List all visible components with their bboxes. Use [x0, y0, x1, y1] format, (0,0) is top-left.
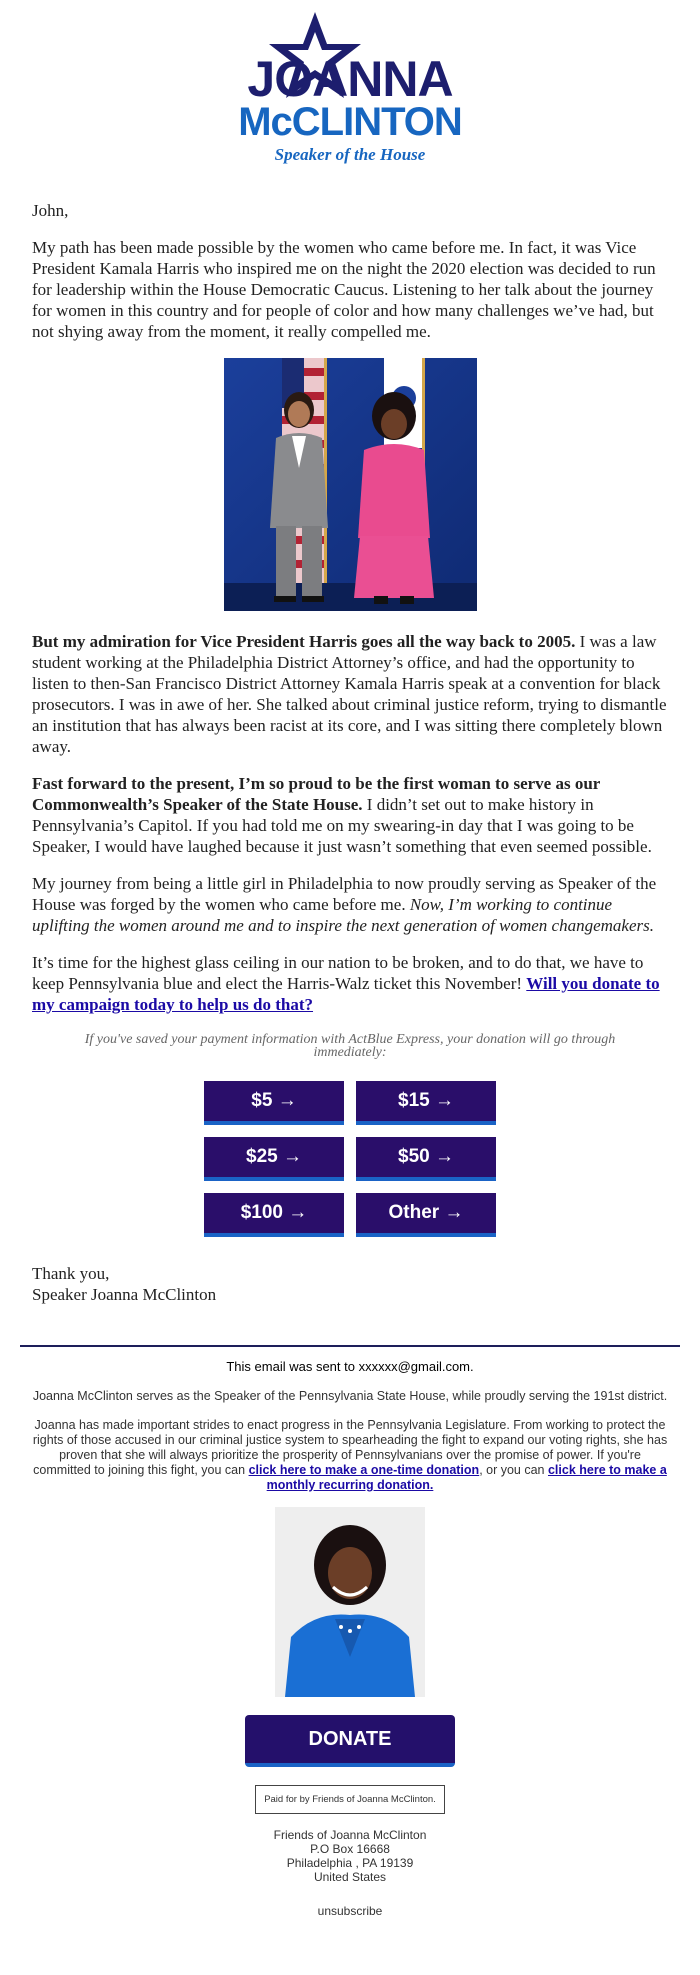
strides-or: , or you can [479, 1463, 548, 1477]
paragraph-2-bold: But my admiration for Vice President Harris goes all the way back to 2005. [32, 632, 576, 651]
signoff-thanks: Thank you, [32, 1264, 110, 1283]
about-text: Joanna McClinton serves as the Speaker of the Pennsylvania State House, while proudly serving the 191st district. [32, 1389, 668, 1403]
address-line-1: Friends of Joanna McClinton [273, 1828, 427, 1842]
footer-divider [20, 1345, 680, 1347]
donate-25-button[interactable]: $25 → [204, 1137, 344, 1181]
paragraph-4-italic: Now, I’m working to continue uplifting the women around me and to inspire the next generation of women changemakers. [32, 895, 654, 935]
paragraph-4 [32, 873, 668, 936]
donate-5-button[interactable]: $5 → [204, 1081, 344, 1125]
strides-body: Joanna has made important strides to enact progress in the Pennsylvania Legislature. From working to protect the rights of those accused in our criminal justice system to spearheading the fight to expand our voting rights, she has proven that she will always prioritize the prosperity of Pennsylvanians over the promise of power. If you're committed to joining this fight, you can [32, 1418, 668, 1477]
address-line-4: United States [313, 1870, 387, 1884]
paragraph-3 [32, 773, 668, 857]
sent-to-suffix: . [470, 1359, 474, 1374]
letter-copy [20, 200, 680, 342]
mailing-address [20, 1828, 680, 1884]
address-line-2: P.O Box 16668 [310, 1842, 390, 1856]
letter-copy-2 [20, 631, 680, 1015]
logo-tagline: Speaker of the House [274, 145, 426, 164]
address-line-3: Philadelphia , PA 19139 [286, 1856, 414, 1870]
paragraph-2 [32, 631, 668, 757]
donate-button[interactable]: DONATE [245, 1715, 455, 1767]
signoff [20, 1263, 680, 1305]
donation-amount-grid [204, 1081, 496, 1237]
donate-link-inline[interactable]: Will you donate to my campaign today to help us do that? [32, 974, 660, 1014]
paragraph-2-rest: I was a law student working at the Philadelphia District Attorney’s office, and had the opportunity to listen to then-San Francisco District Attorney Kamala Harris speak at a convention for black prosecutors. I was in awe of her. She talked about criminal justice reform, trying to dismantle an institution that has always been racist at its core, and I was sitting there completely blown away. [32, 632, 667, 756]
signoff-name: Speaker Joanna McClinton [32, 1285, 217, 1304]
sent-to-prefix: This email was sent to [226, 1359, 359, 1374]
salutation: John, [32, 201, 69, 220]
donate-100-button[interactable]: $100 → [204, 1193, 344, 1237]
logo-name-line1: JOANNA [247, 51, 453, 107]
email-footer [20, 1359, 680, 1931]
unsubscribe-row [20, 1904, 680, 1931]
paragraph-3-bold: Fast forward to the present, I’m so proud to be the first woman to serve as our Commonwealth’s Speaker of the State House. [32, 774, 601, 814]
paragraph-4-plain: My journey from being a little girl in Philadelphia to now proudly serving as Speaker of the House was forged by the women who came before me. [32, 874, 657, 914]
campaign-logo [20, 10, 680, 200]
photo-harris-and-mcclinton [224, 358, 477, 611]
donate-other-button[interactable]: Other → [356, 1193, 496, 1237]
email-body [10, 0, 690, 1931]
photo-mcclinton-portrait [275, 1507, 425, 1697]
paragraph-5-plain: It’s time for the highest glass ceiling in our nation to be broken, and to do that, we have to keep Pennsylvania blue and elect the Harris-Walz ticket this November! [32, 953, 644, 993]
donate-50-button[interactable]: $50 → [356, 1137, 496, 1181]
donate-15-button[interactable]: $15 → [356, 1081, 496, 1125]
strides-text [20, 1418, 680, 1493]
actblue-express-note: If you've saved your payment information with ActBlue Express, your donation will go through immediately: [84, 1032, 616, 1060]
paragraph-3-rest: I didn’t set out to make history in Pennsylvania’s Capitol. If you had told me on my swearing-in day that I was going to be Speaker, I would have laughed because it just wasn’t something that even seemed possible. [32, 795, 652, 856]
paragraph-1: My path has been made possible by the women who came before me. In fact, it was Vice President Kamala Harris who inspired me on the night the 2020 election was decided to run for leadership within the House Democratic Caucus. Listening to her talk about the journey for women in this country and for people of color and how many challenges we’ve had, but not shying away from the moment, it really compelled me. [32, 238, 656, 341]
sent-to-line [20, 1359, 680, 1374]
unsubscribe-link[interactable]: unsubscribe [317, 1904, 383, 1918]
paragraph-5 [32, 952, 668, 1015]
one-time-donation-link[interactable]: click here to make a one-time donation [248, 1463, 480, 1477]
monthly-donation-link[interactable]: click here to make a monthly recurring donation. [266, 1463, 667, 1492]
recipient-email: xxxxxx@gmail.com [358, 1359, 471, 1374]
paid-for-disclaimer: Paid for by Friends of Joanna McClinton. [255, 1785, 445, 1814]
logo-name-line2: McCLINTON [238, 100, 462, 144]
